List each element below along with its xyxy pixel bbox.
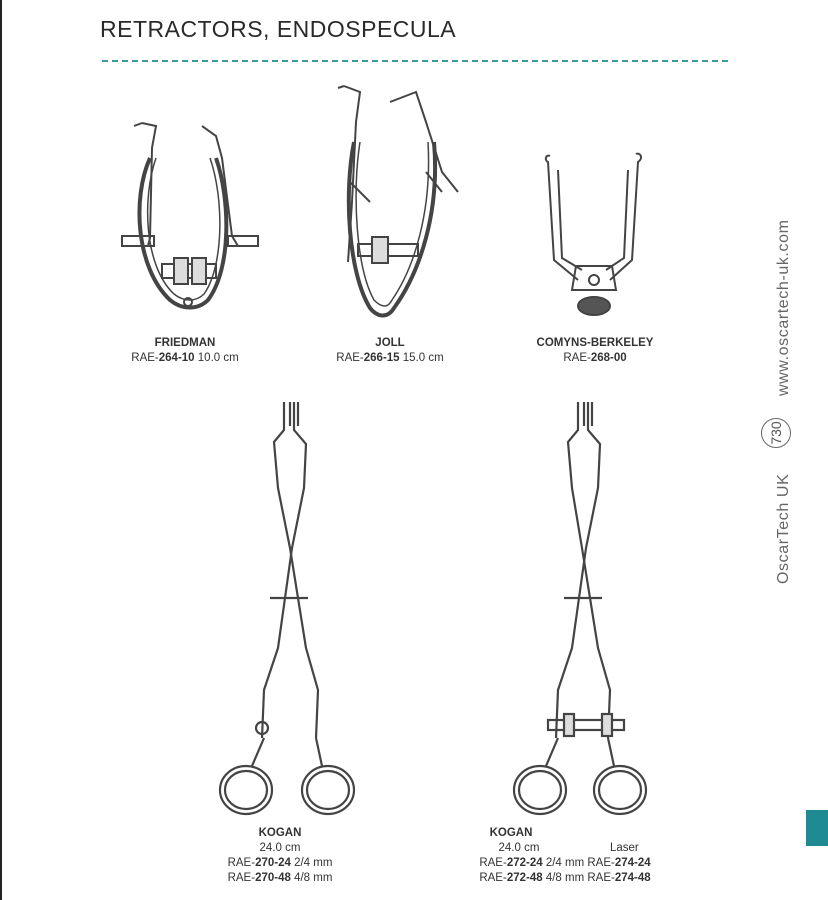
section-tab — [806, 810, 828, 846]
kogan-speculum-image — [212, 398, 362, 823]
friedman-caption — [100, 336, 270, 366]
kogan-caption-1 — [200, 826, 360, 886]
tip-size: 2/4 mm — [294, 857, 333, 869]
joll-retractor-image — [330, 82, 470, 322]
product-name: JOLL — [375, 337, 405, 349]
side-url: www.oscartech-uk.com — [775, 219, 792, 396]
laser-code: RAE-274-24 — [587, 857, 651, 869]
kogan-laser-speculum-image — [508, 398, 658, 823]
page-left-border — [0, 0, 2, 900]
product-name: COMYNS-BERKELEY — [536, 337, 654, 349]
comyns-berkeley-retractor-image — [540, 150, 650, 320]
product-code: RAE-268-00 — [563, 352, 627, 364]
joll-caption — [310, 336, 470, 366]
product-size: 15.0 cm — [402, 352, 444, 364]
product-code: RAE-270-24 — [227, 857, 291, 869]
page-title: RETRACTORS, ENDOSPECULA — [100, 16, 457, 42]
friedman-retractor-image — [112, 118, 272, 318]
product-name: KOGAN — [258, 827, 302, 839]
page-number: 730 — [768, 421, 784, 445]
product-name: FRIEDMAN — [154, 337, 216, 349]
product-code: RAE-272-48 — [479, 872, 543, 884]
page-number-badge — [761, 418, 791, 448]
tip-size: 2/4 mm — [545, 857, 585, 869]
product-length: 24.0 cm — [259, 842, 301, 854]
product-code: RAE-266-15 — [336, 352, 400, 364]
product-size: 10.0 cm — [197, 352, 239, 364]
product-code: RAE-270-48 — [227, 872, 291, 884]
product-code: RAE-264-10 — [131, 352, 195, 364]
product-length: 24.0 cm — [498, 842, 540, 854]
side-brand: OscarTech UK — [775, 473, 792, 584]
laser-code: RAE-274-48 — [587, 872, 651, 884]
tip-size: 4/8 mm — [294, 872, 333, 884]
comyns-berkeley-caption — [510, 336, 680, 366]
kogan-caption-2 — [455, 826, 675, 886]
laser-label: Laser — [610, 842, 639, 854]
product-code: RAE-272-24 — [479, 857, 543, 869]
title-divider — [102, 60, 728, 62]
product-name: KOGAN — [489, 827, 533, 839]
tip-size: 4/8 mm — [545, 872, 585, 884]
